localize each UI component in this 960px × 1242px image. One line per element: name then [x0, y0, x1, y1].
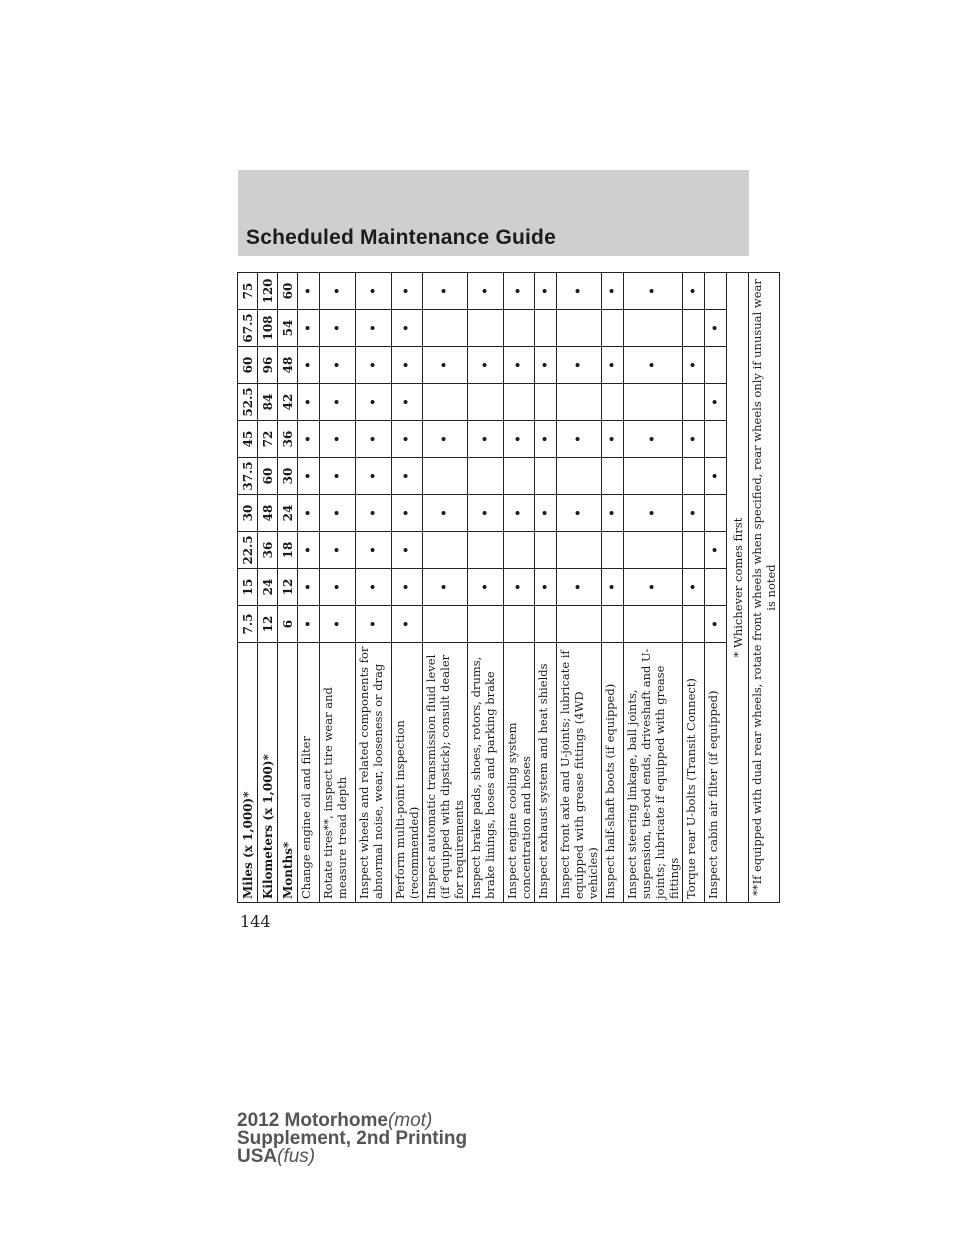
- empty-cell: [557, 384, 602, 421]
- service-bullet: •: [705, 458, 727, 495]
- km-value: 84: [258, 384, 278, 421]
- service-bullet: •: [392, 495, 423, 532]
- service-bullet: •: [392, 273, 423, 310]
- service-bullet: •: [624, 273, 683, 310]
- table-note-row: [749, 273, 780, 903]
- empty-cell: [423, 532, 468, 569]
- service-bullet: •: [535, 421, 557, 458]
- service-bullet: •: [320, 495, 356, 532]
- service-bullet: •: [602, 273, 624, 310]
- empty-cell: [423, 606, 468, 643]
- service-bullet: •: [705, 606, 727, 643]
- service-bullet: •: [683, 421, 705, 458]
- miles-value: 52.5: [238, 384, 258, 421]
- empty-cell: [557, 458, 602, 495]
- empty-cell: [504, 606, 535, 643]
- service-bullet: •: [504, 495, 535, 532]
- empty-cell: [535, 310, 557, 347]
- service-bullet: •: [557, 569, 602, 606]
- empty-cell: [557, 532, 602, 569]
- miles-row: [238, 273, 258, 903]
- miles-value: 60: [238, 347, 258, 384]
- maintenance-row: [624, 273, 683, 903]
- empty-cell: [557, 606, 602, 643]
- service-bullet: •: [624, 569, 683, 606]
- service-bullet: •: [356, 273, 392, 310]
- empty-cell: [602, 458, 624, 495]
- maintenance-item-label: Inspect engine cooling system concentration and hoses: [504, 643, 535, 903]
- service-bullet: •: [468, 495, 504, 532]
- service-bullet: •: [504, 347, 535, 384]
- maintenance-row: [535, 273, 557, 903]
- empty-cell: [624, 532, 683, 569]
- service-bullet: •: [392, 310, 423, 347]
- miles-value: 37.5: [238, 458, 258, 495]
- months-value: 60: [278, 273, 298, 310]
- empty-cell: [705, 569, 727, 606]
- months-row: [278, 273, 298, 903]
- empty-cell: [504, 310, 535, 347]
- empty-cell: [705, 347, 727, 384]
- service-bullet: •: [392, 421, 423, 458]
- service-bullet: •: [392, 384, 423, 421]
- service-bullet: •: [356, 606, 392, 643]
- months-value: 54: [278, 310, 298, 347]
- empty-cell: [705, 273, 727, 310]
- maintenance-item-label: Change engine oil and filter: [298, 643, 320, 903]
- service-bullet: •: [535, 347, 557, 384]
- page-title: Scheduled Maintenance Guide: [246, 226, 556, 249]
- empty-cell: [602, 532, 624, 569]
- km-value: 72: [258, 421, 278, 458]
- empty-cell: [535, 458, 557, 495]
- service-bullet: •: [356, 569, 392, 606]
- service-bullet: •: [320, 458, 356, 495]
- service-bullet: •: [392, 569, 423, 606]
- service-bullet: •: [683, 347, 705, 384]
- service-bullet: •: [624, 421, 683, 458]
- service-bullet: •: [320, 310, 356, 347]
- service-bullet: •: [356, 532, 392, 569]
- maintenance-item-label: Inspect front axle and U-joints; lubricate if equipped with grease fittings (4WD vehicles): [557, 643, 602, 903]
- service-bullet: •: [683, 495, 705, 532]
- footer-market: USA: [237, 1146, 278, 1167]
- service-bullet: •: [557, 421, 602, 458]
- months-value: 18: [278, 532, 298, 569]
- table-footnote: **If equipped with dual rear wheels, rotate front wheels when specified, rear wheels only if unusual wear is noted: [749, 273, 780, 903]
- empty-cell: [468, 310, 504, 347]
- empty-cell: [423, 458, 468, 495]
- maintenance-row: [423, 273, 468, 903]
- service-bullet: •: [602, 569, 624, 606]
- service-bullet: •: [298, 421, 320, 458]
- maintenance-item-label: Inspect exhaust system and heat shields: [535, 643, 557, 903]
- maintenance-item-label: Inspect brake pads, shoes, rotors, drums, brake linings, hoses and parking brake: [468, 643, 504, 903]
- empty-cell: [468, 532, 504, 569]
- empty-cell: [624, 384, 683, 421]
- service-bullet: •: [392, 347, 423, 384]
- miles-value: 45: [238, 421, 258, 458]
- km-value: 96: [258, 347, 278, 384]
- service-bullet: •: [468, 347, 504, 384]
- empty-cell: [602, 606, 624, 643]
- service-bullet: •: [356, 458, 392, 495]
- maintenance-row: [320, 273, 356, 903]
- service-bullet: •: [320, 384, 356, 421]
- maintenance-row: [602, 273, 624, 903]
- months-value: 42: [278, 384, 298, 421]
- km-value: 36: [258, 532, 278, 569]
- maintenance-item-label: Perform multi-point inspection (recommended): [392, 643, 423, 903]
- service-bullet: •: [557, 347, 602, 384]
- km-value: 12: [258, 606, 278, 643]
- miles-value: 75: [238, 273, 258, 310]
- maintenance-item-label: Inspect automatic transmission fluid level (if equipped with dipstick); consult dealer for requirements: [423, 643, 468, 903]
- service-bullet: •: [535, 569, 557, 606]
- empty-cell: [683, 458, 705, 495]
- service-bullet: •: [320, 569, 356, 606]
- service-bullet: •: [423, 273, 468, 310]
- service-bullet: •: [298, 273, 320, 310]
- footer-model-code: (mot): [387, 1110, 433, 1131]
- service-bullet: •: [535, 273, 557, 310]
- months-value: 48: [278, 347, 298, 384]
- service-bullet: •: [504, 421, 535, 458]
- service-bullet: •: [356, 347, 392, 384]
- service-bullet: •: [423, 347, 468, 384]
- km-value: 48: [258, 495, 278, 532]
- empty-cell: [602, 384, 624, 421]
- empty-cell: [535, 384, 557, 421]
- service-bullet: •: [298, 495, 320, 532]
- service-bullet: •: [602, 495, 624, 532]
- table-note-row: [727, 273, 749, 903]
- km-value: 108: [258, 310, 278, 347]
- maintenance-schedule-table: [237, 272, 780, 903]
- service-bullet: •: [356, 421, 392, 458]
- maintenance-row: [298, 273, 320, 903]
- empty-cell: [423, 310, 468, 347]
- service-bullet: •: [423, 495, 468, 532]
- maintenance-item-label: Inspect cabin air filter (if equipped): [705, 643, 727, 903]
- maintenance-row: [392, 273, 423, 903]
- empty-cell: [468, 606, 504, 643]
- miles-value: 67.5: [238, 310, 258, 347]
- service-bullet: •: [356, 384, 392, 421]
- empty-cell: [535, 606, 557, 643]
- service-bullet: •: [557, 273, 602, 310]
- miles-value: 15: [238, 569, 258, 606]
- service-bullet: •: [705, 384, 727, 421]
- empty-cell: [683, 384, 705, 421]
- miles-label: Miles (x 1,000)*: [238, 643, 258, 903]
- maintenance-item-label: Inspect steering linkage, ball joints, suspension, tie-rod ends, driveshaft and U-joints; lubricate if equipped with grease fittings: [624, 643, 683, 903]
- service-bullet: •: [468, 569, 504, 606]
- service-bullet: •: [468, 421, 504, 458]
- months-value: 12: [278, 569, 298, 606]
- service-bullet: •: [320, 606, 356, 643]
- km-value: 120: [258, 273, 278, 310]
- empty-cell: [705, 495, 727, 532]
- service-bullet: •: [392, 532, 423, 569]
- service-bullet: •: [624, 347, 683, 384]
- empty-cell: [504, 532, 535, 569]
- service-bullet: •: [705, 532, 727, 569]
- service-bullet: •: [392, 606, 423, 643]
- months-value: 24: [278, 495, 298, 532]
- empty-cell: [504, 458, 535, 495]
- empty-cell: [624, 310, 683, 347]
- empty-cell: [683, 606, 705, 643]
- maintenance-schedule-table-wrapper: [237, 273, 778, 903]
- service-bullet: •: [683, 569, 705, 606]
- footer-market-code: (fus): [277, 1146, 316, 1167]
- service-bullet: •: [320, 273, 356, 310]
- empty-cell: [504, 384, 535, 421]
- service-bullet: •: [320, 532, 356, 569]
- empty-cell: [468, 458, 504, 495]
- service-bullet: •: [504, 569, 535, 606]
- service-bullet: •: [356, 310, 392, 347]
- empty-cell: [535, 532, 557, 569]
- service-bullet: •: [298, 458, 320, 495]
- service-bullet: •: [392, 458, 423, 495]
- empty-cell: [683, 532, 705, 569]
- service-bullet: •: [504, 273, 535, 310]
- service-bullet: •: [683, 273, 705, 310]
- maintenance-item-label: Inspect half-shaft boots (if equipped): [602, 643, 624, 903]
- maintenance-row: [356, 273, 392, 903]
- service-bullet: •: [298, 347, 320, 384]
- service-bullet: •: [298, 569, 320, 606]
- km-row: [258, 273, 278, 903]
- footer-line-2: Supplement, 2nd Printing: [237, 1128, 468, 1149]
- months-value: 36: [278, 421, 298, 458]
- service-bullet: •: [298, 384, 320, 421]
- service-bullet: •: [468, 273, 504, 310]
- service-bullet: •: [423, 421, 468, 458]
- maintenance-row: [557, 273, 602, 903]
- service-bullet: •: [298, 310, 320, 347]
- miles-value: 22.5: [238, 532, 258, 569]
- service-bullet: •: [602, 347, 624, 384]
- maintenance-row: [705, 273, 727, 903]
- document-footer: [237, 1112, 467, 1166]
- service-bullet: •: [423, 569, 468, 606]
- service-bullet: •: [624, 495, 683, 532]
- service-bullet: •: [602, 421, 624, 458]
- maintenance-item-label: Inspect wheels and related components for abnormal noise, wear, looseness or drag: [356, 643, 392, 903]
- maintenance-row: [504, 273, 535, 903]
- km-value: 60: [258, 458, 278, 495]
- service-bullet: •: [557, 495, 602, 532]
- service-bullet: •: [298, 606, 320, 643]
- empty-cell: [557, 310, 602, 347]
- km-value: 24: [258, 569, 278, 606]
- service-bullet: •: [320, 421, 356, 458]
- service-bullet: •: [298, 532, 320, 569]
- service-bullet: •: [356, 495, 392, 532]
- maintenance-row: [468, 273, 504, 903]
- service-bullet: •: [320, 347, 356, 384]
- months-value: 30: [278, 458, 298, 495]
- miles-value: 7.5: [238, 606, 258, 643]
- empty-cell: [602, 310, 624, 347]
- empty-cell: [624, 458, 683, 495]
- months-label: Months*: [278, 643, 298, 903]
- empty-cell: [683, 310, 705, 347]
- footer-line-3: [237, 1148, 467, 1166]
- maintenance-item-label: Torque rear U-bolts (Transit Connect): [683, 643, 705, 903]
- table-footnote: * Whichever comes first: [727, 273, 749, 903]
- empty-cell: [624, 606, 683, 643]
- service-bullet: •: [535, 495, 557, 532]
- service-bullet: •: [705, 310, 727, 347]
- miles-value: 30: [238, 495, 258, 532]
- months-value: 6: [278, 606, 298, 643]
- km-label: Kilometers (x 1,000)*: [258, 643, 278, 903]
- maintenance-item-label: Rotate tires**, inspect tire wear and measure tread depth: [320, 643, 356, 903]
- footer-model: 2012 Motorhome: [237, 1110, 388, 1131]
- maintenance-row: [683, 273, 705, 903]
- empty-cell: [423, 384, 468, 421]
- empty-cell: [705, 421, 727, 458]
- page-number: 144: [240, 912, 271, 931]
- empty-cell: [468, 384, 504, 421]
